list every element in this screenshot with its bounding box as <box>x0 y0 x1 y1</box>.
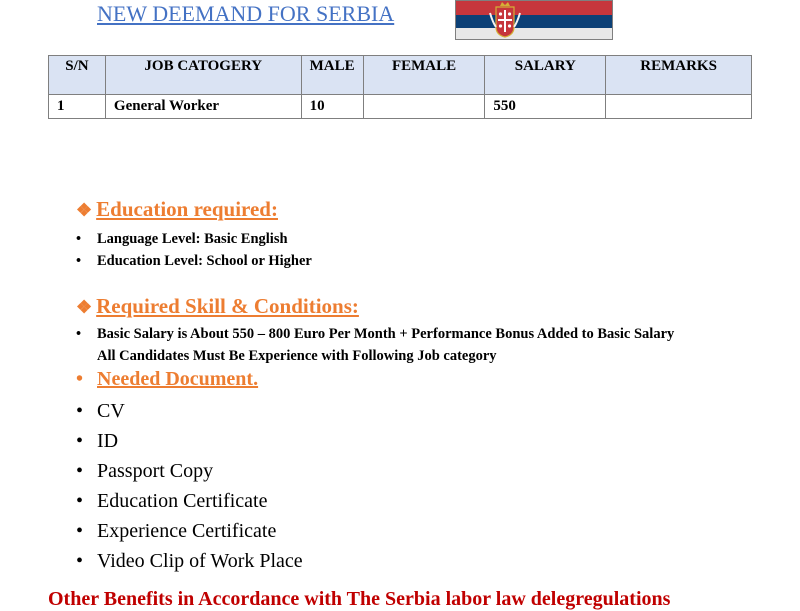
education-heading <box>76 197 278 222</box>
cell-male: 10 <box>301 95 363 119</box>
cell-job-category: General Worker <box>105 95 301 119</box>
education-heading-text: Education required: <box>96 197 278 221</box>
cell-salary: 550 <box>485 95 606 119</box>
list-item: • Basic Salary is About 550 – 800 Euro Per Month + Performance Bonus Added to Basic Salary <box>76 323 674 345</box>
skills-heading <box>76 294 359 319</box>
column-header-female: FEMALE <box>363 56 485 95</box>
column-header-sn: S/N <box>49 56 106 95</box>
list-item-continued: All Candidates Must Be Experience with Following Job category <box>97 348 497 364</box>
documents-heading-text: Needed Document. <box>97 368 259 390</box>
table-row <box>49 95 752 119</box>
skills-list <box>76 323 674 367</box>
jobs-table <box>48 55 752 119</box>
cell-sn: 1 <box>49 95 106 119</box>
table-header-row <box>49 56 752 95</box>
list-item: • Video Clip of Work Place <box>76 546 303 576</box>
page-title: NEW DEEMAND FOR SERBIA <box>97 1 395 26</box>
list-item: • ID <box>76 426 303 456</box>
column-header-male: MALE <box>301 56 363 95</box>
skills-heading-text: Required Skill & Conditions: <box>96 294 359 318</box>
list-item: • Language Level: Basic English <box>76 228 312 250</box>
cell-female <box>363 95 485 119</box>
column-header-job-category: JOB CATOGERY <box>105 56 301 95</box>
documents-list <box>76 396 303 576</box>
footer-note: Other Benefits in Accordance with The Serbia labor law delegregulations <box>48 588 671 610</box>
diamond-bullet-icon: ❖ <box>76 297 93 317</box>
list-item: • Education Certificate <box>76 486 303 516</box>
column-header-remarks: REMARKS <box>606 56 752 95</box>
diamond-bullet-icon: ❖ <box>76 200 93 220</box>
column-header-salary: SALARY <box>485 56 606 95</box>
list-item: • CV <box>76 396 303 426</box>
documents-heading <box>76 368 258 391</box>
education-list <box>76 228 312 272</box>
list-item: • Experience Certificate <box>76 516 303 546</box>
serbia-flag-icon <box>455 0 613 40</box>
list-item: • Passport Copy <box>76 456 303 486</box>
list-item: • Education Level: School or Higher <box>76 250 312 272</box>
cell-remarks <box>606 95 752 119</box>
